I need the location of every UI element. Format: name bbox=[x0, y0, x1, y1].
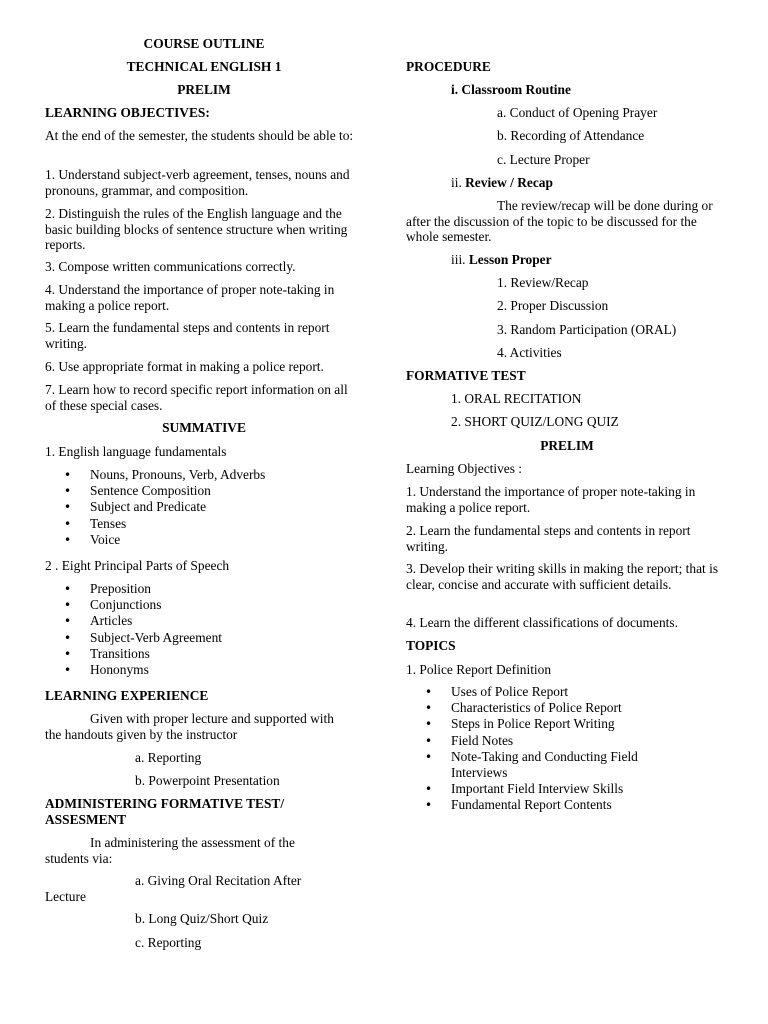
objective-item: 6. Use appropriate format in making a police report. bbox=[45, 359, 324, 374]
topic-bullet-list bbox=[406, 684, 696, 814]
admin-item: c. Reporting bbox=[135, 935, 202, 950]
list-item: • Field Notes bbox=[406, 733, 696, 749]
admin-item: b. Long Quiz/Short Quiz bbox=[135, 911, 269, 926]
term-heading: PRELIM bbox=[177, 82, 231, 97]
routine-heading: i. Classroom Routine bbox=[451, 82, 571, 97]
formative-item: 2. SHORT QUIZ/LONG QUIZ bbox=[451, 414, 619, 429]
lesson-heading-row bbox=[451, 252, 552, 268]
document-title: COURSE OUTLINE bbox=[143, 36, 265, 51]
experience-text: Given with proper lecture and supported with the handouts given by the instructor bbox=[45, 711, 334, 742]
list-item: • Conjunctions bbox=[45, 597, 222, 613]
list-item: • Important Field Interview Skills bbox=[406, 781, 696, 797]
list-item: • Characteristics of Police Report bbox=[406, 700, 696, 716]
lesson-item: 2. Proper Discussion bbox=[497, 298, 609, 313]
objective-item: 5. Learn the fundamental steps and contents in report writing. bbox=[45, 320, 330, 351]
learning-objectives-label: Learning Objectives : bbox=[406, 461, 523, 476]
prelim-heading: PRELIM bbox=[540, 438, 594, 453]
objective-item: 2. Distinguish the rules of the English language and the basic building blocks of sentence structure when writing reports. bbox=[45, 206, 348, 252]
routine-item: a. Conduct of Opening Prayer bbox=[497, 105, 658, 120]
objective-item: 7. Learn how to record specific report information on all of these special cases. bbox=[45, 382, 348, 413]
experience-item: a. Reporting bbox=[135, 750, 202, 765]
summative-bullet-list bbox=[45, 467, 265, 548]
list-item: • Hononyms bbox=[45, 662, 222, 678]
review-heading-row bbox=[451, 175, 553, 191]
objectives-heading: LEARNING OBJECTIVES: bbox=[45, 105, 210, 120]
list-item: • Sentence Composition bbox=[45, 483, 265, 499]
summative-item: 2 . Eight Principal Parts of Speech bbox=[45, 558, 230, 573]
list-item: • Transitions bbox=[45, 646, 222, 662]
review-number: ii. bbox=[451, 175, 466, 190]
formative-heading: FORMATIVE TEST bbox=[406, 368, 526, 383]
summative-bullet-list bbox=[45, 581, 222, 678]
list-item: • Subject and Predicate bbox=[45, 499, 265, 515]
list-item: • Nouns, Pronouns, Verb, Adverbs bbox=[45, 467, 265, 483]
admin-item: a. Giving Oral Recitation After Lecture bbox=[45, 873, 302, 904]
objective-item: 1. Understand the importance of proper note-taking in making a police report. bbox=[406, 484, 696, 515]
lesson-item: 3. Random Participation (ORAL) bbox=[497, 322, 677, 337]
objective-item: 4. Learn the different classifications of documents. bbox=[406, 615, 678, 630]
lesson-item: 1. Review/Recap bbox=[497, 275, 589, 290]
admin-text: In administering the assessment of the students via: bbox=[45, 835, 295, 866]
routine-item: b. Recording of Attendance bbox=[497, 128, 645, 143]
procedure-heading: PROCEDURE bbox=[406, 59, 491, 74]
list-item: • Preposition bbox=[45, 581, 222, 597]
experience-heading: LEARNING EXPERIENCE bbox=[45, 688, 209, 703]
course-name: TECHNICAL ENGLISH 1 bbox=[126, 59, 282, 74]
list-item: • Tenses bbox=[45, 516, 265, 532]
objectives-intro: At the end of the semester, the students should be able to: bbox=[45, 128, 354, 143]
objective-item: 1. Understand subject-verb agreement, tenses, nouns and pronouns, grammar, and composition. bbox=[45, 167, 350, 198]
list-item: • Uses of Police Report bbox=[406, 684, 696, 700]
summative-heading: SUMMATIVE bbox=[162, 420, 246, 435]
list-item: • Voice bbox=[45, 532, 265, 548]
summative-item: 1. English language fundamentals bbox=[45, 444, 227, 459]
objective-item: 4. Understand the importance of proper note-taking in making a police report. bbox=[45, 282, 335, 313]
list-item: • Fundamental Report Contents bbox=[406, 797, 696, 813]
topic-item: 1. Police Report Definition bbox=[406, 662, 552, 677]
topics-heading: TOPICS bbox=[406, 638, 456, 653]
admin-heading: ADMINISTERING FORMATIVE TEST/ ASSESMENT bbox=[45, 796, 285, 827]
list-item: • Note-Taking and Conducting Field Interviews bbox=[406, 749, 696, 781]
experience-item: b. Powerpoint Presentation bbox=[135, 773, 280, 788]
lesson-item: 4. Activities bbox=[497, 345, 562, 360]
list-item: • Articles bbox=[45, 613, 222, 629]
review-heading: Review / Recap bbox=[465, 175, 553, 190]
routine-item: c. Lecture Proper bbox=[497, 152, 590, 167]
objective-item: 2. Learn the fundamental steps and contents in report writing. bbox=[406, 523, 691, 554]
review-text: The review/recap will be done during or after the discussion of the topic to be discussed for the whole semester. bbox=[406, 198, 713, 244]
lesson-heading: Lesson Proper bbox=[468, 252, 552, 267]
list-item: • Steps in Police Report Writing bbox=[406, 716, 696, 732]
lesson-number: iii. bbox=[451, 252, 469, 267]
objective-item: 3. Develop their writing skills in making the report; that is clear, concise and accurate with sufficient details. bbox=[406, 561, 719, 592]
objective-item: 3. Compose written communications correctly. bbox=[45, 259, 296, 274]
list-item: • Subject-Verb Agreement bbox=[45, 630, 222, 646]
formative-item: 1. ORAL RECITATION bbox=[451, 391, 582, 406]
